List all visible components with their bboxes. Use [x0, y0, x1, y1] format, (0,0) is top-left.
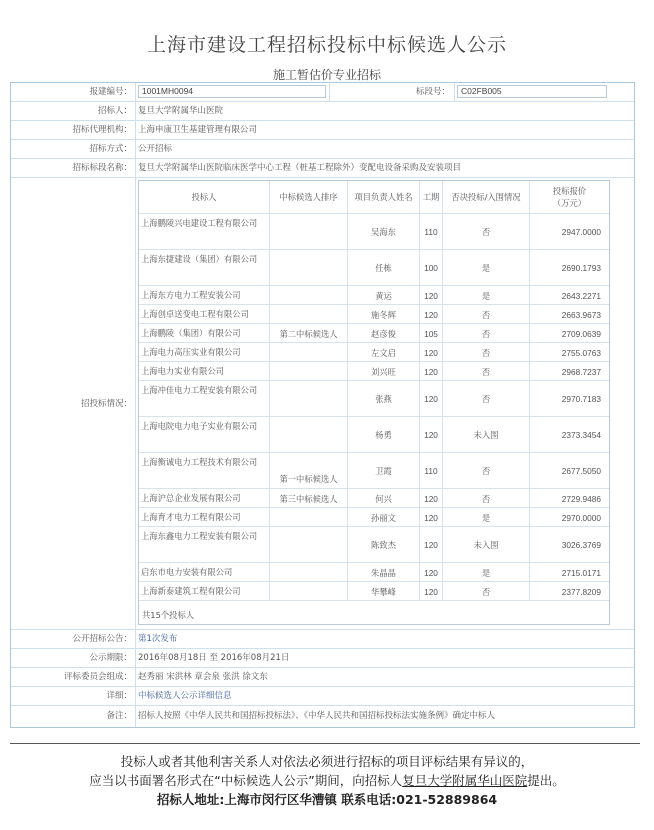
bidder-duration: 120: [424, 540, 438, 550]
bidder-row: [139, 417, 609, 453]
situation-label: 招投标情况：: [11, 178, 136, 629]
bidder-name: 上海冲佳电力工程安装有限公司: [141, 385, 258, 395]
header-rank: 中标候选人排序: [270, 181, 348, 213]
tenderer-value: 复旦大学附属华山医院: [138, 106, 224, 116]
row-tenderer: [11, 102, 634, 121]
bidder-duration: 120: [424, 430, 438, 440]
bidder-name-cell: [139, 381, 270, 416]
bidders-total-row: [139, 606, 609, 625]
bidder-manager: 华攀峰: [371, 586, 396, 597]
notice-line-1: 投标人或者其他利害关系人对依法必须进行招标的项目评标结果有异议的，: [120, 754, 534, 769]
bidder-status: 否: [481, 309, 491, 320]
bidder-rank: 第三中标候选人: [279, 493, 338, 504]
tenderer-label: 招标人：: [11, 102, 136, 120]
bidder-name-cell: [139, 417, 270, 452]
row-method: [11, 140, 634, 159]
header-duration: 工期: [420, 181, 443, 213]
section-number-field: C02FB005: [457, 85, 607, 98]
bid-number-field: 1001MH0094: [138, 85, 326, 98]
bidder-manager-cell: [348, 508, 420, 526]
row-period: [11, 649, 634, 668]
row-remark: [11, 706, 634, 727]
bidder-manager: 陈致杰: [371, 540, 396, 550]
bidders-total: 共15个投标人: [142, 610, 195, 620]
bidder-status: 是: [481, 512, 491, 523]
row-agency: [11, 121, 634, 140]
bidder-status-cell: [443, 563, 530, 581]
bidder-status-cell: [443, 453, 530, 488]
bidder-duration-cell: [420, 214, 443, 249]
row-section-name: [11, 159, 634, 178]
bidder-status: 否: [481, 586, 491, 597]
bidder-duration-cell: [420, 453, 443, 488]
bidder-status: 否: [481, 227, 491, 237]
bidder-status-cell: [443, 489, 530, 507]
bidder-price: 2677.5050: [561, 466, 601, 476]
bidder-status: 否: [481, 466, 491, 476]
page-title: 上海市建设工程招标投标中标候选人公示: [146, 34, 507, 56]
bidder-duration-cell: [420, 489, 443, 507]
bidder-row: [139, 582, 609, 601]
bidder-price-cell: [530, 286, 609, 304]
agency-value: 上海申康卫生基建管理有限公司: [138, 125, 258, 135]
bidder-manager: 孙丽文: [371, 512, 396, 523]
bidder-name: 上海沪总企业发展有限公司: [141, 493, 241, 503]
bidder-name: 上海东鑫电力工程安装有限公司: [141, 531, 258, 541]
notice-tenderer-link: 复旦大学附属华山医院: [402, 773, 528, 788]
bidder-duration-cell: [420, 250, 443, 285]
bidder-name: 上海鹏陵兴电建设工程有限公司: [141, 218, 258, 228]
method-label: 招标方式：: [11, 140, 136, 158]
bidder-manager: 何兴: [375, 493, 392, 504]
committee-label: 评标委员会组成：: [11, 668, 136, 686]
bidder-status-cell: [443, 417, 530, 452]
section-name-label: 招标标段名称：: [11, 159, 136, 177]
section-number-label: 标段号：: [329, 83, 455, 102]
bidder-status-cell: [443, 508, 530, 526]
bidder-rank-cell: [270, 508, 348, 526]
bidder-duration: 120: [424, 290, 438, 301]
bidder-price-cell: [530, 324, 609, 342]
bidder-manager: 黄运: [375, 290, 392, 301]
row-detail: [11, 687, 634, 706]
page-subtitle: 施工暂估价专业招标: [272, 68, 381, 82]
bidder-price-cell: [530, 453, 609, 488]
bidder-duration-cell: [420, 362, 443, 380]
bidder-name-cell: [139, 286, 270, 304]
bidder-status: 否: [481, 394, 491, 404]
announcement-link[interactable]: 第1次发布: [138, 634, 178, 644]
bidder-duration: 120: [424, 567, 438, 578]
row-announcement: [11, 630, 634, 649]
bidder-row: [139, 381, 609, 417]
bidder-rank-cell: [270, 214, 348, 249]
bidder-name-cell: [139, 250, 270, 285]
bidder-price-cell: [530, 214, 609, 249]
announcement-label: 公开招标公告：: [11, 630, 136, 648]
header-status: 否决投标/入围情况: [443, 181, 530, 213]
bidder-duration: 105: [424, 328, 438, 339]
bidder-duration: 120: [424, 309, 438, 320]
bidder-price: 2755.0763: [561, 347, 601, 358]
bidder-rank-cell: [270, 250, 348, 285]
header-price-unit: （万元）: [552, 198, 587, 208]
bidder-duration-cell: [420, 381, 443, 416]
row-bidding-situation: [11, 178, 634, 630]
bidder-manager: 吴海东: [371, 227, 396, 237]
notice-line-2-start: 应当以书面署名形式在“中标候选人公示”期间，向招标人: [89, 773, 403, 788]
bidder-status-cell: [443, 527, 530, 562]
bidder-manager-cell: [348, 343, 420, 361]
period-label: 公示期限：: [11, 649, 136, 667]
bidder-status-cell: [443, 324, 530, 342]
bidder-name: 启东市电力安装有限公司: [141, 567, 233, 577]
bidder-price: 2377.8209: [561, 586, 601, 597]
bidder-manager-cell: [348, 582, 420, 600]
bidder-duration: 110: [424, 466, 438, 476]
bidder-name-cell: [139, 362, 270, 380]
bidder-name: 上海电力高压实业有限公司: [141, 347, 241, 357]
bidder-manager-cell: [348, 286, 420, 304]
bidder-duration: 120: [424, 366, 438, 377]
bidder-duration-cell: [420, 343, 443, 361]
header-manager: 项目负责人姓名: [348, 181, 420, 213]
bidder-manager: 刘兴旺: [371, 366, 396, 377]
bidder-name: 上海衡诚电力工程技术有限公司: [141, 457, 258, 467]
bidder-duration: 120: [424, 347, 438, 358]
row-bid-number: [11, 83, 634, 102]
bidder-row: [139, 286, 609, 305]
bidder-rank-cell: [270, 489, 348, 507]
bidder-name-cell: [139, 214, 270, 249]
bidder-price-cell: [530, 305, 609, 323]
bidders-table: [138, 180, 610, 625]
bidder-row: [139, 453, 609, 489]
bidder-name: 上海东捷建设（集团）有限公司: [141, 254, 258, 264]
bidder-name-cell: [139, 324, 270, 342]
bidder-rank: 第一中标候选人: [279, 474, 338, 484]
bidder-rank-cell: [270, 417, 348, 452]
bidder-duration-cell: [420, 286, 443, 304]
bidder-row: [139, 250, 609, 286]
notice-line-2: [0, 771, 654, 789]
bidder-name-cell: [139, 527, 270, 562]
bidder-price-cell: [530, 362, 609, 380]
row-committee: [11, 668, 634, 687]
bidder-status: 未入围: [473, 540, 499, 550]
bidder-duration: 120: [424, 394, 438, 404]
bidder-manager: 赵彦俊: [371, 328, 396, 339]
bidder-rank-cell: [270, 343, 348, 361]
committee-value: 赵秀丽 宋洪林 章会泉 张洪 徐文东: [138, 672, 268, 682]
bidder-name: 上海育才电力工程有限公司: [141, 512, 241, 522]
bidder-row: [139, 214, 609, 250]
bidder-manager-cell: [348, 324, 420, 342]
bidders-header: [139, 181, 609, 214]
bidder-duration: 120: [424, 493, 438, 504]
bidder-status-cell: [443, 214, 530, 249]
bidder-price-cell: [530, 563, 609, 581]
detail-label: 详细：: [11, 687, 136, 705]
bidder-price: 2643.2271: [561, 290, 601, 301]
bidder-row: [139, 563, 609, 582]
bidder-name-cell: [139, 563, 270, 581]
bidder-rank-cell: [270, 582, 348, 600]
bidder-duration: 120: [424, 512, 438, 523]
bidder-manager: 张燕: [375, 394, 392, 404]
bidder-duration-cell: [420, 417, 443, 452]
header-price: [530, 181, 609, 213]
bidder-price-cell: [530, 508, 609, 526]
bidder-price: 2663.9673: [561, 309, 601, 320]
bidder-price: 2373.3454: [561, 430, 601, 440]
bidder-row: [139, 527, 609, 563]
bidder-row: [139, 362, 609, 381]
bidder-status-cell: [443, 343, 530, 361]
bidder-name: 上海东方电力工程安装公司: [141, 290, 241, 300]
bidder-status: 否: [481, 493, 491, 504]
bidder-price: 2947.0000: [561, 227, 601, 237]
bidder-manager-cell: [348, 417, 420, 452]
period-value: 2016年08月18日 至 2016年08月21日: [138, 653, 290, 663]
bidder-price: 2970.0000: [561, 512, 601, 523]
bidder-manager-cell: [348, 381, 420, 416]
bidder-rank-cell: [270, 286, 348, 304]
bidder-rank-cell: [270, 324, 348, 342]
section-name-value: 复旦大学附属华山医院临床医学中心工程（桩基工程除外）变配电设备采购及安装项目: [138, 163, 462, 173]
bidder-price-cell: [530, 343, 609, 361]
bidder-name-cell: [139, 508, 270, 526]
bidder-status: 否: [481, 366, 491, 377]
bidder-price-cell: [530, 582, 609, 600]
bidder-price: 2968.7237: [561, 366, 601, 377]
bidder-row: [139, 305, 609, 324]
bidder-name-cell: [139, 453, 270, 488]
bidder-price-cell: [530, 381, 609, 416]
bidder-price: 3026.3769: [561, 540, 601, 550]
bidder-price-cell: [530, 527, 609, 562]
bidder-price-cell: [530, 417, 609, 452]
bidder-rank-cell: [270, 381, 348, 416]
bidder-duration-cell: [420, 324, 443, 342]
bidder-status: 未入围: [473, 430, 499, 440]
bidder-status-cell: [443, 381, 530, 416]
bidder-duration: 120: [424, 586, 438, 597]
bidder-manager: 朱晶晶: [371, 567, 396, 578]
bidder-price-cell: [530, 489, 609, 507]
bid-number-label: 报建编号：: [11, 83, 136, 101]
bidder-rank-cell: [270, 453, 348, 488]
notice-line-2-end: 提出。: [527, 773, 565, 788]
bidder-row: [139, 343, 609, 362]
bidder-duration-cell: [420, 563, 443, 581]
bidder-price: 2709.0639: [561, 328, 601, 339]
bidder-status: 否: [481, 347, 491, 358]
info-table: [10, 82, 635, 728]
header-bidder: 投标人: [139, 181, 270, 213]
bidder-rank-cell: [270, 362, 348, 380]
remark-value: 招标人按照《中华人民共和国招标投标法》、《中华人民共和国招标投标法实施条例》确定中标人: [138, 711, 496, 721]
bidder-duration-cell: [420, 582, 443, 600]
bidder-duration-cell: [420, 508, 443, 526]
bidder-rank-cell: [270, 563, 348, 581]
bidder-rank: 第二中标候选人: [279, 328, 338, 339]
bidder-manager: 任栋: [375, 263, 392, 273]
bidder-manager: 杨勇: [375, 430, 392, 440]
bidder-row: [139, 508, 609, 527]
bidder-status: 否: [481, 328, 491, 339]
bidder-name: 上海新泰建筑工程有限公司: [141, 586, 241, 596]
bidder-manager-cell: [348, 563, 420, 581]
bidder-row: [139, 489, 609, 508]
bidder-manager: 左文启: [371, 347, 396, 358]
bidder-name: 上海电院电力电子实业有限公司: [141, 421, 258, 431]
remark-label: 备注：: [11, 706, 136, 727]
notice-line-3: 招标人地址:上海市闵行区华漕镇 联系电话:021-52889864: [156, 792, 498, 807]
bidder-status: 是: [481, 290, 491, 301]
bidder-manager-cell: [348, 250, 420, 285]
bidder-duration-cell: [420, 527, 443, 562]
bidder-manager-cell: [348, 489, 420, 507]
method-value: 公开招标: [138, 144, 173, 154]
bidder-price: 2715.0171: [561, 567, 601, 578]
bidder-price: 2690.1793: [561, 263, 601, 273]
detail-link[interactable]: 中标候选人公示详细信息: [138, 691, 232, 701]
bidder-price: 2970.7183: [561, 394, 601, 404]
bidder-name-cell: [139, 582, 270, 600]
bidder-manager-cell: [348, 362, 420, 380]
bidder-name: 上海创卓送变电工程有限公司: [141, 309, 249, 319]
bidder-status-cell: [443, 286, 530, 304]
bidder-name-cell: [139, 343, 270, 361]
bidder-status: 是: [481, 263, 491, 273]
bidder-manager: 施冬辉: [371, 309, 396, 320]
bidder-name: 上海电力实业有限公司: [141, 366, 224, 376]
bidder-name-cell: [139, 305, 270, 323]
bidder-price: 2729.9486: [561, 493, 601, 504]
bidder-name-cell: [139, 489, 270, 507]
bidder-status-cell: [443, 582, 530, 600]
bidder-price-cell: [530, 250, 609, 285]
header-price-label: 投标报价: [552, 186, 587, 196]
bidder-status-cell: [443, 362, 530, 380]
bidder-rank-cell: [270, 305, 348, 323]
divider: [10, 743, 640, 744]
bidder-manager-cell: [348, 527, 420, 562]
bidder-duration: 100: [424, 263, 438, 273]
bidder-manager-cell: [348, 305, 420, 323]
bidder-rank-cell: [270, 527, 348, 562]
bidder-status-cell: [443, 250, 530, 285]
bidder-manager-cell: [348, 214, 420, 249]
bidder-duration: 110: [424, 227, 438, 237]
agency-label: 招标代理机构：: [11, 121, 136, 139]
bidder-name: 上海鹏陵（集团）有限公司: [141, 328, 241, 338]
bidder-status-cell: [443, 305, 530, 323]
bidder-duration-cell: [420, 305, 443, 323]
bidder-row: [139, 324, 609, 343]
bidder-manager-cell: [348, 453, 420, 488]
bidder-manager: 卫霞: [375, 466, 392, 476]
bidder-status: 是: [481, 567, 491, 578]
